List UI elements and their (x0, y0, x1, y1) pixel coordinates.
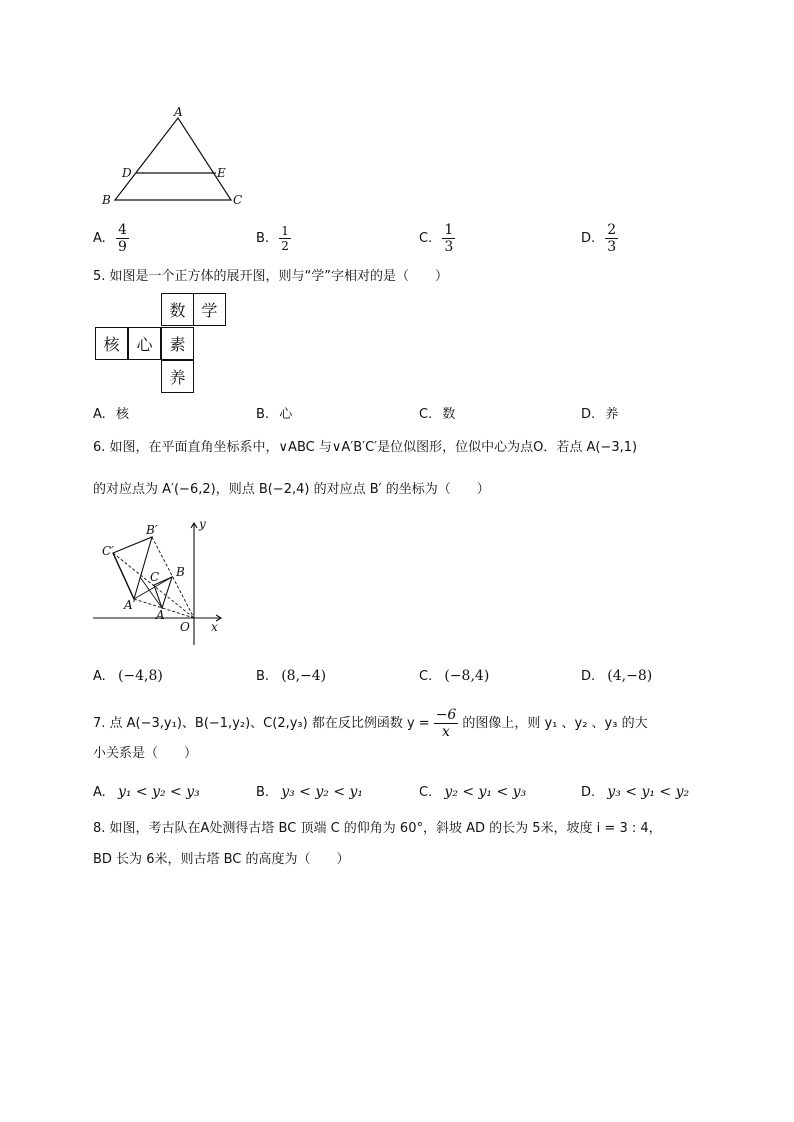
option-letter: D. (581, 785, 596, 800)
q6-option-b[interactable] (256, 668, 326, 684)
option-letter: C. (419, 669, 433, 684)
option-text: 心 (279, 407, 293, 422)
q7-option-d[interactable] (581, 784, 689, 800)
numerator: 1 (281, 224, 289, 238)
label-E: E (217, 166, 226, 180)
q7-option-a[interactable] (93, 784, 200, 800)
q4-option-a[interactable] (93, 222, 129, 255)
numerator: 4 (117, 222, 127, 238)
option-text: y₃ < y₁ < y₂ (607, 784, 690, 800)
option-text: y₂ < y₁ < y₃ (444, 784, 527, 800)
option-letter: C. (419, 407, 433, 422)
option-letter: A. (93, 231, 106, 246)
q5-option-a[interactable] (93, 403, 129, 422)
q4-triangle-figure (95, 102, 255, 212)
label-x-axis: x (211, 620, 218, 634)
option-letter: B. (256, 669, 270, 684)
denominator: x (442, 724, 450, 740)
option-letter: C. (419, 785, 433, 800)
net-cell-he: 核 (95, 327, 128, 360)
option-letter: B. (256, 407, 270, 422)
option-text: y₃ < y₂ < y₁ (281, 784, 364, 800)
option-letter: D. (581, 669, 596, 684)
net-cell-xin: 心 (128, 327, 161, 360)
q7-option-b[interactable] (256, 784, 363, 800)
option-text: (−4,8) (117, 668, 163, 684)
q7-fraction (434, 707, 459, 740)
denominator: 3 (607, 239, 617, 255)
option-text: (−8,4) (444, 668, 490, 684)
net-cell-su: 素 (161, 327, 194, 360)
option-letter: B. (256, 231, 270, 246)
q6-option-c[interactable] (419, 668, 489, 684)
q6-option-d[interactable] (581, 668, 652, 684)
option-text: 核 (115, 407, 129, 422)
q4-option-b[interactable] (256, 224, 291, 253)
option-letter: C. (419, 231, 433, 246)
net-cell-yang: 养 (161, 360, 194, 393)
q8-stem-line1: 8. 如图，考古队在A处测得古塔 BC 顶端 C 的仰角为 60°，斜坡 AD 的长为 5米，坡度 i = 3 : 4， (93, 821, 662, 836)
q7-stem-line1 (93, 707, 648, 740)
q5-option-d[interactable] (581, 403, 618, 422)
net-cell-shu: 数 (161, 293, 194, 326)
numerator: −6 (435, 707, 457, 723)
option-text: 数 (442, 407, 456, 422)
denominator: 9 (117, 239, 127, 255)
option-text: (8,−4) (281, 668, 327, 684)
q6-option-a[interactable] (93, 668, 163, 684)
option-letter: A. (93, 785, 106, 800)
cube-net (93, 293, 233, 398)
q6-stem-line2: 的对应点为 A′(−6,2)，则点 B(−2,4) 的对应点 B′ 的坐标为（ ） (93, 482, 490, 497)
option-letter: A. (93, 669, 106, 684)
numerator: 1 (444, 222, 454, 238)
label-C-prime: C′ (102, 544, 114, 558)
denominator: 3 (444, 239, 454, 255)
label-D: D (122, 166, 132, 180)
q8-stem-line2: BD 长为 6米，则古塔 BC 的高度为（ ） (93, 852, 350, 867)
label-A: A (174, 105, 183, 119)
option-text: 养 (605, 407, 619, 422)
option-letter: D. (581, 407, 596, 422)
option-text: y₁ < y₂ < y₃ (117, 784, 200, 800)
fraction (279, 224, 291, 253)
label-A: A (156, 608, 165, 622)
q4-option-c[interactable] (419, 222, 455, 255)
q4-option-d[interactable] (581, 222, 618, 255)
label-y-axis: y (199, 517, 206, 531)
label-C: C (233, 193, 243, 207)
fraction (605, 222, 618, 255)
label-C: C (150, 570, 160, 584)
q7-stem-line2: 小关系是（ ） (93, 746, 198, 761)
label-A-prime: A′ (124, 598, 136, 612)
denominator: 2 (281, 239, 289, 253)
q6-stem-line1: 6. 如图，在平面直角坐标系中，∨ABC 与∨A′B′C′是位似图形，位似中心为点O．若点 A(−3,1) (93, 440, 638, 455)
fraction (442, 222, 455, 255)
numerator: 2 (607, 222, 617, 238)
option-letter: B. (256, 785, 270, 800)
q6-coordinate-figure (90, 515, 230, 650)
q7-option-c[interactable] (419, 784, 526, 800)
q5-option-c[interactable] (419, 403, 455, 422)
option-text: (4,−8) (607, 668, 653, 684)
fraction (116, 222, 129, 255)
option-letter: D. (581, 231, 596, 246)
q7-stem-post: 的图像上，则 y₁ 、y₂ 、y₃ 的大 (462, 715, 648, 731)
label-O: O (180, 620, 190, 634)
q7-stem-pre: 7. 点 A(−3,y₁)、B(−1,y₂)、C(2,y₃) 都在反比例函数 y = (93, 715, 430, 731)
option-letter: A. (93, 407, 106, 422)
label-B: B (102, 193, 111, 207)
q5-option-b[interactable] (256, 403, 292, 422)
label-B: B (176, 565, 185, 579)
net-cell-xue: 学 (193, 293, 226, 326)
q5-stem: 5. 如图是一个正方体的展开图，则与“学”字相对的是（ ） (93, 269, 449, 284)
label-B-prime: B′ (146, 523, 158, 537)
